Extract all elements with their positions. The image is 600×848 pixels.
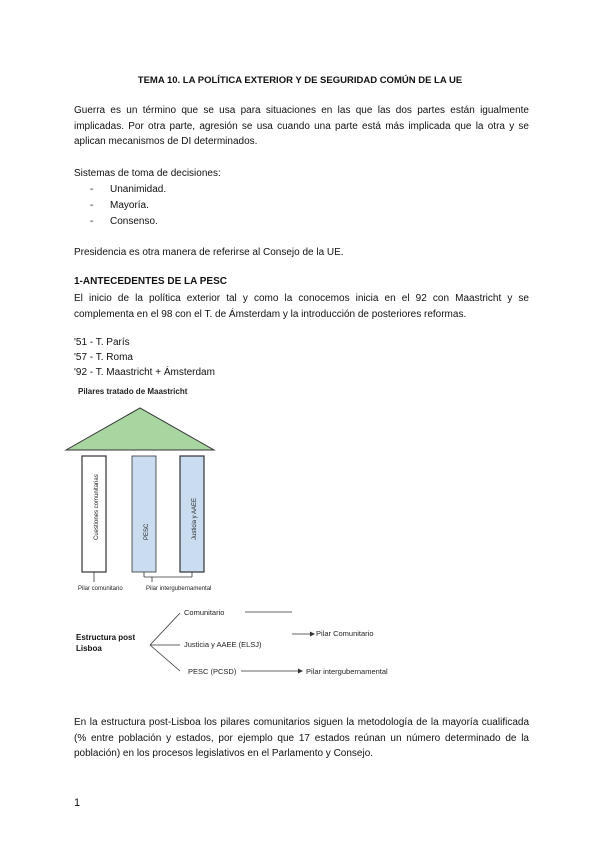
target-label: Pilar Comunitario xyxy=(316,629,374,638)
presidency-note: Presidencia es otra manera de referirse al Consejo de la UE. xyxy=(74,247,344,258)
diagram-title: Pilares tratado de Maastricht xyxy=(78,387,188,396)
maastricht-diagram xyxy=(60,380,260,595)
closing-paragraph: En la estructura post-Lisboa los pilares comunitarios siguen la metodología de la mayoría cualificada (% entre población y estados, por ejemplo que 17 estados reúnan un número determinado de la población) en los procesos legislativos en el Parlamento y Consejo. xyxy=(74,717,529,759)
timeline-item: '51 - T. París xyxy=(74,337,130,348)
label-community: Pilar comunitario xyxy=(78,586,123,592)
label-intergovernmental: Pilar intergubernamental xyxy=(146,586,212,592)
intro-paragraph: Guerra es un término que se usa para situaciones en las que las dos partes están igualmente implicadas. Por otra parte, agresión se usa cuando una parte está más implicada que la otra y se aplican mecanismos de DI determinados. xyxy=(74,105,529,147)
timeline-item: '57 - T. Roma xyxy=(74,352,133,363)
list-item: - Consenso. xyxy=(90,216,158,227)
branch-line xyxy=(150,613,180,645)
target-label: Pilar intergubernamental xyxy=(306,667,388,676)
pillar-pesc xyxy=(132,456,156,572)
branch-label: PESC (PCSD) xyxy=(188,667,237,676)
root-label: Lisboa xyxy=(76,644,102,653)
pillar-label: Justicia y AAEE xyxy=(192,497,198,540)
arrow-head xyxy=(310,632,315,637)
lisbon-diagram xyxy=(70,600,430,685)
section-heading: 1-ANTECEDENTES DE LA PESC xyxy=(74,276,227,287)
branch-label: Comunitario xyxy=(184,608,225,617)
timeline-item: '92 - T. Maastricht + Ámsterdam xyxy=(74,367,215,378)
list-item: - Unanimidad. xyxy=(90,184,167,195)
arrow-head xyxy=(298,669,303,674)
page-title: TEMA 10. LA POLÍTICA EXTERIOR Y DE SEGURIDAD COMÚN DE LA UE xyxy=(137,75,463,86)
section-paragraph: El inicio de la política exterior tal y como la conocemos inicia en el 92 con Maastricht y se complementa en el 98 con el T. de Ámsterdam y la introducción de posteriores reformas. xyxy=(74,293,529,320)
branch-label: Justicia y AAEE (ELSJ) xyxy=(184,640,262,649)
pillar-label: Cuestiones comunitarias xyxy=(94,474,100,540)
pillar-label: PESC xyxy=(144,523,150,540)
roof xyxy=(66,408,214,450)
systems-heading: Sistemas de toma de decisiones: xyxy=(74,168,221,179)
branch-line xyxy=(150,645,180,671)
list-item: - Mayoría. xyxy=(90,200,149,211)
root-label: Estructura post xyxy=(76,633,136,642)
page-number: 1 xyxy=(74,797,81,809)
